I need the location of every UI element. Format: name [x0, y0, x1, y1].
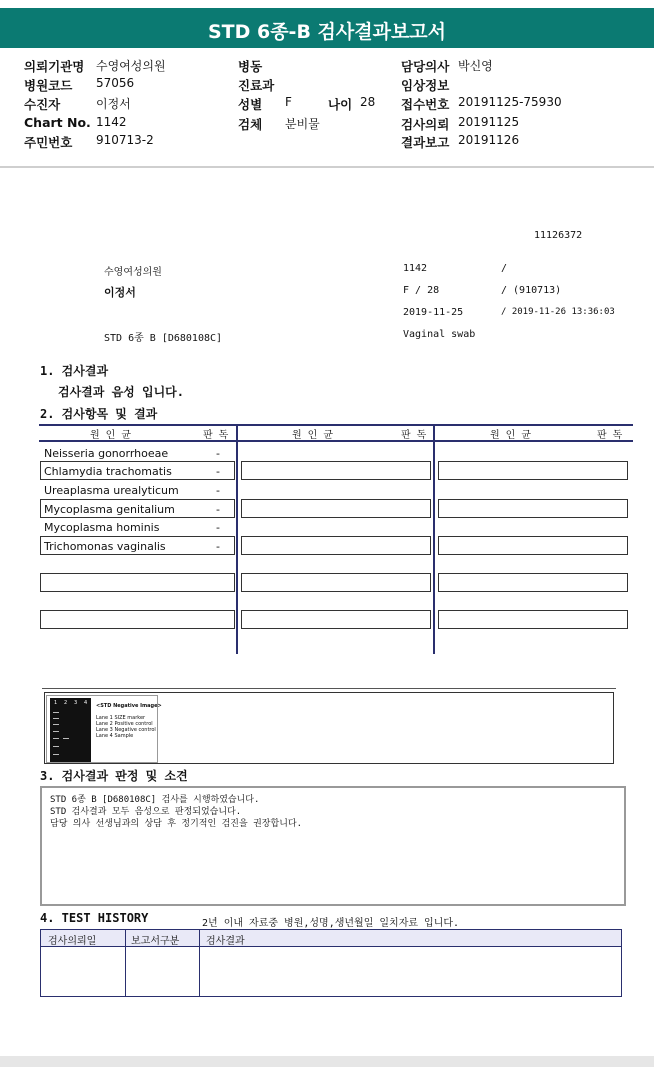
gel-band — [53, 718, 59, 719]
pathogen-result: - — [216, 484, 220, 497]
pathogen-result: - — [216, 447, 220, 460]
opinion-line: 담당 의사 선생님과의 상담 후 정기적인 검진을 권장합니다. — [50, 819, 303, 829]
history-col-result: 검사결과 — [206, 936, 245, 947]
label-specimen: 검체 — [238, 117, 263, 132]
history-col-report-type: 보고서구분 — [131, 936, 180, 947]
opinion-line: STD 검사결과 모두 음성으로 판정되었습니다. — [50, 807, 242, 817]
pathogen-name: Ureaplasma urealyticum — [44, 484, 179, 497]
label-ward: 병동 — [238, 59, 263, 74]
history-col-request-date: 검사의뢰일 — [48, 936, 97, 947]
history-col-divider — [199, 929, 200, 997]
col-header-pathogen-1: 원 인 균 — [90, 430, 132, 441]
label-sex: 성별 — [238, 97, 263, 112]
report-sex-age: F / 28 — [403, 285, 440, 296]
section1-text: 검사결과 음성 입니다. — [58, 385, 185, 399]
row-box — [241, 461, 431, 480]
pathogen-result: - — [216, 521, 220, 534]
history-body — [40, 946, 622, 997]
page-footer-band — [0, 1056, 654, 1067]
label-resident-no: 주민번호 — [24, 135, 73, 150]
pathogen-name: Mycoplasma hominis — [44, 521, 160, 534]
report-slash: / — [501, 263, 508, 274]
pathogen-result: - — [216, 540, 220, 553]
opinion-line: STD 6종 B [D680108C] 검사를 시행하였습니다. — [50, 795, 260, 805]
table-col-divider-1 — [236, 424, 238, 654]
pathogen-name: Trichomonas vaginalis — [44, 540, 166, 553]
section4-note: 2년 이내 자료중 병원,성명,생년월일 일치자료 입니다. — [202, 918, 460, 929]
pathogen-name: Chlamydia trachomatis — [44, 465, 172, 478]
pathogen-name: Mycoplasma genitalium — [44, 503, 175, 516]
row-box — [40, 610, 235, 629]
label-doctor: 담당의사 — [401, 59, 450, 74]
report-patient: 이정서 — [104, 286, 136, 299]
label-receipt-no: 접수번호 — [401, 97, 450, 112]
value-resident-no: 910713-2 — [96, 133, 154, 147]
report-reported-date: / 2019-11-26 13:36:03 — [501, 307, 615, 317]
col-header-result-2: 판 독 — [401, 430, 427, 441]
pathogen-name: Neisseria gonorrhoeae — [44, 447, 169, 460]
value-hospital-code: 57056 — [96, 76, 135, 90]
value-receipt-no: 20191125-75930 — [458, 95, 562, 109]
pathogen-result: - — [216, 465, 220, 478]
header-divider — [0, 166, 654, 168]
report-hospital: 수영여성의원 — [104, 267, 162, 278]
section1-title: 1. 검사결과 — [40, 364, 109, 378]
col-header-result-3: 판 독 — [597, 430, 623, 441]
section3-title: 3. 검사결과 판정 및 소견 — [40, 769, 188, 783]
gel-band — [63, 738, 69, 739]
history-col-divider — [125, 929, 126, 997]
image-legend-line: Lane 3 Negative control — [96, 727, 156, 733]
value-age: 28 — [360, 95, 376, 109]
gel-lane-label: 4 — [84, 700, 88, 706]
pathogen-result: - — [216, 503, 220, 516]
gel-lane-label: 3 — [74, 700, 78, 706]
report-received-date: 2019-11-25 — [403, 307, 464, 318]
history-bottom-rule — [40, 996, 622, 997]
row-box — [40, 573, 235, 592]
row-box — [438, 536, 628, 555]
row-box — [438, 461, 628, 480]
col-header-pathogen-2: 원 인 균 — [292, 430, 334, 441]
label-requesting-org: 의뢰기관명 — [24, 59, 85, 74]
gel-image — [50, 698, 91, 762]
image-top-rule — [42, 688, 616, 689]
label-patient: 수진자 — [24, 97, 61, 112]
row-box — [438, 610, 628, 629]
label-test-request: 검사의뢰 — [401, 117, 450, 132]
value-sex: F — [285, 95, 292, 109]
gel-lane-label: 2 — [64, 700, 68, 706]
row-box — [438, 573, 628, 592]
gel-band — [53, 738, 59, 739]
report-id: 11126372 — [534, 230, 583, 241]
value-chart-no: 1142 — [96, 115, 127, 129]
report-test-name: STD 6종 B [D680108C] — [104, 333, 223, 344]
section4-title: 4. TEST HISTORY — [40, 911, 149, 925]
row-box — [241, 536, 431, 555]
label-chart-no: Chart No. — [24, 115, 91, 130]
history-header-row — [40, 929, 622, 947]
gel-band — [53, 724, 59, 725]
report-specimen: Vaginal swab — [403, 329, 476, 340]
title-bar — [0, 8, 654, 48]
label-age: 나이 — [328, 97, 353, 112]
report-chart: 1142 — [403, 263, 428, 274]
report-title: STD 6종-B 검사결과보고서 — [207, 21, 447, 43]
value-patient: 이정서 — [96, 97, 131, 111]
row-box — [241, 573, 431, 592]
image-legend-line: Lane 4 Sample — [96, 733, 134, 739]
label-result-report: 결과보고 — [401, 135, 450, 150]
value-test-request: 20191125 — [458, 115, 520, 129]
image-legend-line: Lane 2 Positive control — [96, 721, 153, 727]
col-header-result-1: 판 독 — [203, 430, 229, 441]
gel-band — [53, 754, 59, 755]
row-box — [241, 499, 431, 518]
section2-title: 2. 검사항목 및 결과 — [40, 407, 158, 421]
gel-band — [53, 731, 59, 732]
label-hospital-code: 병원코드 — [24, 78, 73, 93]
table-col-divider-2 — [433, 424, 435, 654]
gel-band — [53, 712, 59, 713]
gel-lane-label: 1 — [54, 700, 58, 706]
value-result-report: 20191126 — [458, 133, 520, 147]
value-specimen: 분비물 — [285, 117, 320, 131]
report-birth: / (910713) — [501, 285, 562, 296]
label-clinical-info: 임상정보 — [401, 78, 450, 93]
row-box — [241, 610, 431, 629]
value-requesting-org: 수영여성의원 — [96, 59, 166, 73]
image-legend-line: Lane 1 SIZE marker — [96, 715, 146, 721]
value-doctor: 박신영 — [458, 59, 493, 73]
row-box — [438, 499, 628, 518]
col-header-pathogen-3: 원 인 균 — [490, 430, 532, 441]
image-legend-title: <STD Negative Image> — [96, 703, 162, 709]
gel-band — [53, 746, 59, 747]
label-department: 진료과 — [238, 78, 275, 93]
